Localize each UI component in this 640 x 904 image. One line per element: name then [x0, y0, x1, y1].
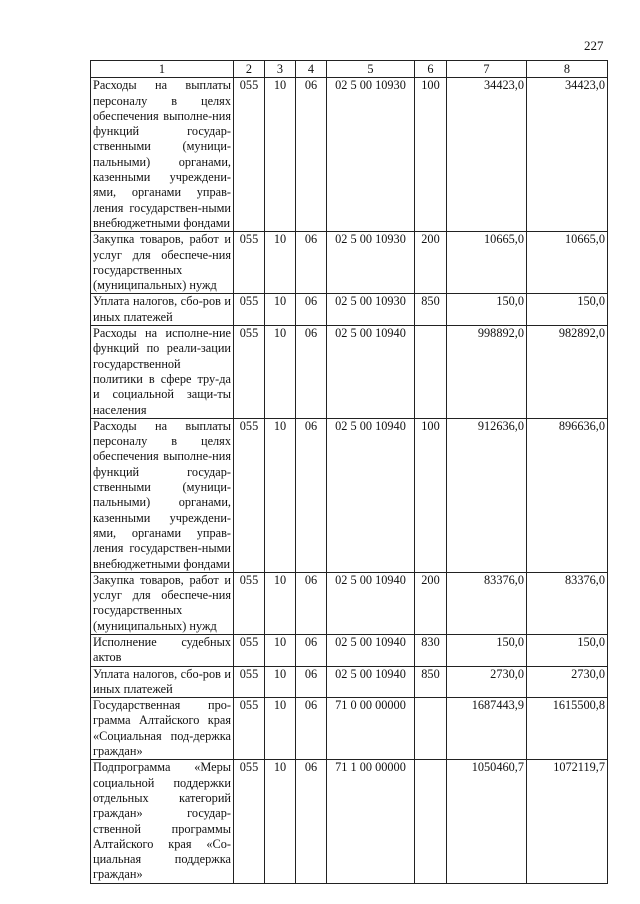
- amount-col7: 2730,0: [447, 666, 527, 698]
- row-description: Закупка товаров, работ и услуг для обеспече-ния государственных (муниципальных) нужд: [91, 572, 234, 634]
- ministry-code: 055: [234, 572, 265, 634]
- row-description: Уплата налогов, сбо-ров и иных платежей: [91, 294, 234, 326]
- expense-type-code: 100: [415, 78, 447, 232]
- amount-col8: 982892,0: [527, 326, 608, 419]
- expense-type-code: [415, 326, 447, 419]
- table-row: [91, 232, 608, 294]
- table-row: [91, 634, 608, 666]
- row-description: Расходы на выплаты персоналу в целях обеспечения выполне-ния функций государ-ственными (муници-пальными) органами, казенными учреждени-ями, органами управ-ления государствен-ными внебюджетными фондами: [91, 78, 234, 232]
- target-article-code: 02 5 00 10940: [327, 634, 415, 666]
- table-row: [91, 666, 608, 698]
- amount-col7: 150,0: [447, 634, 527, 666]
- section-code: 10: [265, 232, 296, 294]
- amount-col7: 998892,0: [447, 326, 527, 419]
- subsection-code: 06: [296, 326, 327, 419]
- budget-table: [90, 60, 608, 884]
- target-article-code: 02 5 00 10930: [327, 294, 415, 326]
- col-header-8: 8: [527, 61, 608, 78]
- col-header-4: 4: [296, 61, 327, 78]
- expense-type-code: 850: [415, 294, 447, 326]
- ministry-code: 055: [234, 698, 265, 760]
- subsection-code: 06: [296, 698, 327, 760]
- col-header-5: 5: [327, 61, 415, 78]
- target-article-code: 02 5 00 10940: [327, 666, 415, 698]
- table-row: [91, 698, 608, 760]
- subsection-code: 06: [296, 760, 327, 883]
- ministry-code: 055: [234, 760, 265, 883]
- expense-type-code: [415, 698, 447, 760]
- amount-col8: 150,0: [527, 294, 608, 326]
- amount-col7: 34423,0: [447, 78, 527, 232]
- amount-col8: 10665,0: [527, 232, 608, 294]
- ministry-code: 055: [234, 418, 265, 572]
- amount-col8: 34423,0: [527, 78, 608, 232]
- amount-col7: 10665,0: [447, 232, 527, 294]
- row-description: Расходы на исполне-ние функций по реали-зации государственной политики в сфере тру-да и социальной защи-ты населения: [91, 326, 234, 419]
- table-row: [91, 572, 608, 634]
- target-article-code: 02 5 00 10940: [327, 326, 415, 419]
- amount-col8: 150,0: [527, 634, 608, 666]
- subsection-code: 06: [296, 294, 327, 326]
- section-code: 10: [265, 78, 296, 232]
- amount-col7: 83376,0: [447, 572, 527, 634]
- expense-type-code: 200: [415, 572, 447, 634]
- target-article-code: 02 5 00 10930: [327, 232, 415, 294]
- expense-type-code: [415, 760, 447, 883]
- page-number: 227: [584, 38, 604, 53]
- amount-col8: 83376,0: [527, 572, 608, 634]
- table-row: [91, 418, 608, 572]
- section-code: 10: [265, 572, 296, 634]
- target-article-code: 02 5 00 10930: [327, 78, 415, 232]
- ministry-code: 055: [234, 666, 265, 698]
- subsection-code: 06: [296, 666, 327, 698]
- row-description: Уплата налогов, сбо-ров и иных платежей: [91, 666, 234, 698]
- expense-type-code: 200: [415, 232, 447, 294]
- col-header-6: 6: [415, 61, 447, 78]
- table-row: [91, 78, 608, 232]
- table-row: [91, 760, 608, 883]
- section-code: 10: [265, 634, 296, 666]
- subsection-code: 06: [296, 634, 327, 666]
- row-description: Исполнение судебных актов: [91, 634, 234, 666]
- row-description: Государственная про-грамма Алтайского края «Социальная под-держка граждан»: [91, 698, 234, 760]
- col-header-2: 2: [234, 61, 265, 78]
- amount-col8: 1072119,7: [527, 760, 608, 883]
- section-code: 10: [265, 698, 296, 760]
- row-description: Закупка товаров, работ и услуг для обеспече-ния государственных (муниципальных) нужд: [91, 232, 234, 294]
- expense-type-code: 100: [415, 418, 447, 572]
- table-row: [91, 326, 608, 419]
- col-header-3: 3: [265, 61, 296, 78]
- amount-col7: 912636,0: [447, 418, 527, 572]
- row-description: Расходы на выплаты персоналу в целях обеспечения выполне-ния функций государ-ственными (муници-пальными) органами, казенными учреждени-ями, органами управ-ления государствен-ными внебюджетными фондами: [91, 418, 234, 572]
- ministry-code: 055: [234, 232, 265, 294]
- section-code: 10: [265, 294, 296, 326]
- table-row: [91, 294, 608, 326]
- section-code: 10: [265, 326, 296, 419]
- amount-col7: 1687443,9: [447, 698, 527, 760]
- row-description: Подпрограмма «Меры социальной поддержки отдельных категорий граждан» государ-ственной программы Алтайского края «Со-циальная поддержка граждан»: [91, 760, 234, 883]
- amount-col8: 1615500,8: [527, 698, 608, 760]
- subsection-code: 06: [296, 232, 327, 294]
- section-code: 10: [265, 418, 296, 572]
- section-code: 10: [265, 666, 296, 698]
- ministry-code: 055: [234, 78, 265, 232]
- expense-type-code: 830: [415, 634, 447, 666]
- col-header-1: 1: [91, 61, 234, 78]
- amount-col8: 2730,0: [527, 666, 608, 698]
- target-article-code: 71 1 00 00000: [327, 760, 415, 883]
- col-header-7: 7: [447, 61, 527, 78]
- target-article-code: 02 5 00 10940: [327, 572, 415, 634]
- subsection-code: 06: [296, 78, 327, 232]
- target-article-code: 02 5 00 10940: [327, 418, 415, 572]
- section-code: 10: [265, 760, 296, 883]
- subsection-code: 06: [296, 418, 327, 572]
- expense-type-code: 850: [415, 666, 447, 698]
- subsection-code: 06: [296, 572, 327, 634]
- header-row: [91, 61, 608, 78]
- ministry-code: 055: [234, 294, 265, 326]
- ministry-code: 055: [234, 326, 265, 419]
- amount-col7: 150,0: [447, 294, 527, 326]
- target-article-code: 71 0 00 00000: [327, 698, 415, 760]
- ministry-code: 055: [234, 634, 265, 666]
- amount-col7: 1050460,7: [447, 760, 527, 883]
- amount-col8: 896636,0: [527, 418, 608, 572]
